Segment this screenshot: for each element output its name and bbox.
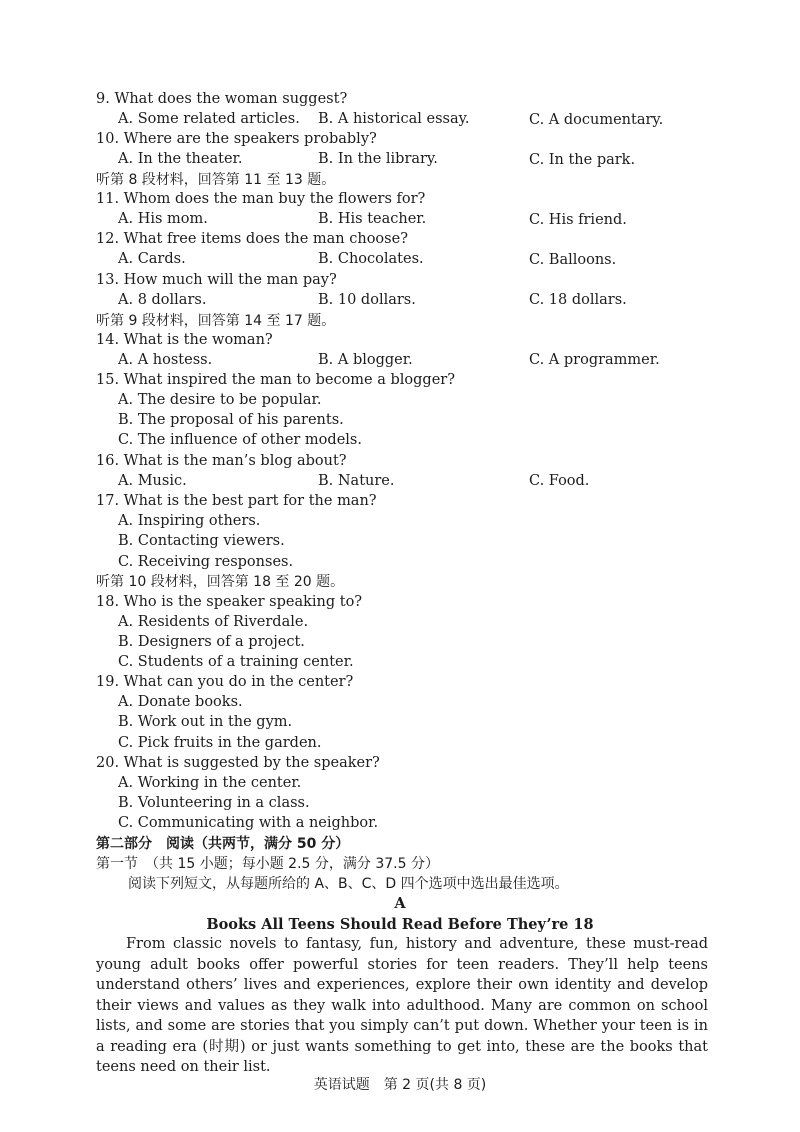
option-14b: B. A blogger. (318, 352, 413, 368)
question-11: 11. Whom does the man buy the flowers for? (96, 191, 426, 207)
section-heading-9: 听第 9 段材料，回答第 14 至 17 题。 (96, 313, 336, 329)
option-18c: C. Students of a training center. (118, 654, 354, 670)
option-13c: C. 18 dollars. (529, 292, 627, 308)
option-16c: C. Food. (529, 473, 590, 489)
instruction-text: 阅读下列短文，从每题所给的 A、B、C、D 四个选项中选出最佳选项。 (128, 876, 569, 892)
option-11a: A. His mom. (118, 211, 208, 227)
section-heading-8: 听第 8 段材料，回答第 11 至 13 题。 (96, 172, 336, 188)
question-14: 14. What is the woman? (96, 332, 273, 348)
option-19c: C. Pick fruits in the garden. (118, 735, 322, 751)
passage-text: From classic novels to fantasy, fun, history and adventure, these must-read young adult books offer powerful stories for teen readers. They’ll help teens understand others’ lives and experiences, explore their own identity and develop their views and values as they walk into adulthood. Many are common on school lists, and some are stories that you simply can’t put down. Whether your teen is in a reading era (时期) or just wants something to get into, these are the books that teens need on their list. (96, 936, 708, 1075)
question-19: 19. What can you do in the center? (96, 674, 354, 690)
option-19a: A. Donate books. (118, 694, 243, 710)
option-20b: B. Volunteering in a class. (118, 795, 310, 811)
option-14c: C. A programmer. (529, 352, 660, 368)
passage-paragraph (96, 934, 708, 1078)
option-10b: B. In the library. (318, 151, 438, 167)
question-13: 13. How much will the man pay? (96, 272, 337, 288)
option-17a: A. Inspiring others. (118, 513, 261, 529)
option-15a: A. The desire to be popular. (118, 392, 322, 408)
option-9c: C. A documentary. (529, 112, 664, 128)
question-10: 10. Where are the speakers probably? (96, 131, 377, 147)
option-12a: A. Cards. (118, 251, 186, 267)
option-12c: C. Balloons. (529, 252, 617, 268)
section-one-heading: 第一节 （共 15 小题；每小题 2.5 分，满分 37.5 分） (96, 856, 439, 872)
option-16b: B. Nature. (318, 473, 395, 489)
option-20a: A. Working in the center. (118, 775, 302, 791)
option-10c: C. In the park. (529, 152, 636, 168)
question-15: 15. What inspired the man to become a blogger? (96, 372, 456, 388)
page-footer: 英语试题 第 2 页(共 8 页) (313, 1077, 487, 1093)
option-12b: B. Chocolates. (318, 251, 424, 267)
passage-title: Books All Teens Should Read Before They’re 18 (206, 916, 594, 933)
option-9b: B. A historical essay. (318, 111, 470, 127)
part-two-heading: 第二部分 阅读（共两节，满分 50 分） (96, 836, 350, 852)
option-20c: C. Communicating with a neighbor. (118, 815, 379, 831)
option-19b: B. Work out in the gym. (118, 714, 293, 730)
option-17c: C. Receiving responses. (118, 554, 294, 570)
section-heading-10: 听第 10 段材料，回答第 18 至 20 题。 (96, 574, 345, 590)
question-17: 17. What is the best part for the man? (96, 493, 377, 509)
question-20: 20. What is suggested by the speaker? (96, 755, 380, 771)
option-13b: B. 10 dollars. (318, 292, 416, 308)
option-15c: C. The influence of other models. (118, 432, 362, 448)
option-11b: B. His teacher. (318, 211, 427, 227)
question-12: 12. What free items does the man choose? (96, 231, 408, 247)
question-9: 9. What does the woman suggest? (96, 91, 348, 107)
question-16: 16. What is the man’s blog about? (96, 453, 347, 469)
option-18a: A. Residents of Riverdale. (118, 614, 309, 630)
option-16a: A. Music. (118, 473, 187, 489)
option-11c: C. His friend. (529, 212, 627, 228)
option-13a: A. 8 dollars. (118, 292, 207, 308)
option-17b: B. Contacting viewers. (118, 533, 285, 549)
option-9a: A. Some related articles. (118, 111, 300, 127)
option-15b: B. The proposal of his parents. (118, 412, 344, 428)
option-18b: B. Designers of a project. (118, 634, 305, 650)
passage-letter: A (394, 895, 406, 912)
option-14a: A. A hostess. (118, 352, 213, 368)
option-10a: A. In the theater. (118, 151, 243, 167)
question-18: 18. Who is the speaker speaking to? (96, 594, 363, 610)
